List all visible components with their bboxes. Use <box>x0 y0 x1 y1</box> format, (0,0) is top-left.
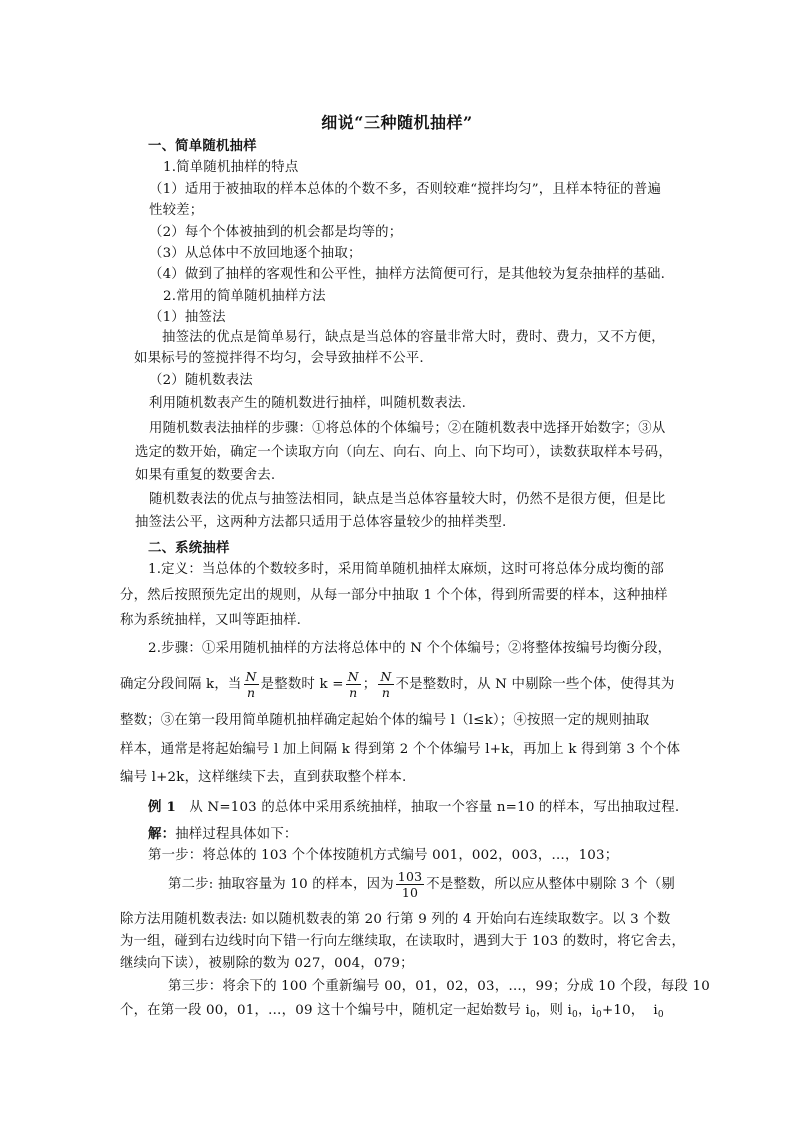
paragraph-line: 第三步：将余下的 100 个重新编号 00，01，02，03，…，99；分成 10 个段，每段 10 <box>168 979 710 994</box>
fraction-numerator: N <box>347 669 359 684</box>
section-heading-systematic-sampling: 二、系统抽样 <box>148 540 230 556</box>
paragraph-line: 第一步：将总体的 103 个个体按随机方式编号 001，002，003，…，103； <box>148 848 619 863</box>
paragraph-line: 继续向下读），被剔除的数为 027，004，079； <box>120 956 414 971</box>
fraction-103-over-10 <box>396 869 424 900</box>
fraction-denominator: 10 <box>401 885 419 900</box>
example-text: 从 N=103 的总体中采用系统抽样，抽取一个容量 n=10 的样本，写出抽取过程. <box>189 800 680 815</box>
paragraph-line: 为一组，碰到右边线时向下错一行向左继续取，在读取时，遇到大于 103 的数时，将它舍去， <box>120 934 686 949</box>
formula-text: 不是整数时，从 N 中剔除一些个体，使得其为 <box>395 677 675 692</box>
subscript-zero: 0 <box>596 1010 602 1020</box>
fraction-numerator: N <box>380 669 392 684</box>
paragraph-line: 如果有重复的数要舍去. <box>135 468 276 483</box>
subscript-zero: 0 <box>572 1010 578 1020</box>
example-line <box>148 797 679 818</box>
fraction-numerator: 103 <box>397 869 423 884</box>
paragraph-line: 称为系统抽样，又叫等距抽样. <box>120 613 302 628</box>
formula-text: 不是整数，所以应从整体中剔除 3 个（剔 <box>426 877 675 892</box>
paragraph-line: （1）适用于被抽取的样本总体的个数不多，否则较难“搅拌均匀”，且样本特征的普遍 <box>149 182 662 197</box>
paragraph-line: 用随机数表法抽样的步骤：①将总体的个体编号；②在随机数表中选择开始数字；③从 <box>149 421 666 436</box>
paragraph-line: （3）从总体中不放回地逐个抽取； <box>149 246 362 261</box>
method-heading-lottery: （1）抽签法 <box>149 310 226 325</box>
formula-text: 第二步: 抽取容量为 10 的样本，因为 <box>168 877 394 892</box>
paragraph-line: 编号 l+2k，这样继续下去，直到获取整个样本. <box>120 770 407 785</box>
paragraph-line <box>120 1001 664 1025</box>
solution-label: 解： <box>148 826 176 842</box>
method-heading-random-table: （2）随机数表法 <box>149 373 253 388</box>
paragraph-line: 1.定义：当总体的个数较多时，采用简单随机抽样太麻烦，这时可将总体分成均衡的部 <box>148 562 665 577</box>
paragraph-line: 样本，通常是将起始编号 l 加上间隔 k 得到第 2 个个体编号 l+k，再加上 k 得到第 3 个个体 <box>120 742 681 757</box>
solution-text: 抽样过程具体如下： <box>175 827 298 842</box>
formula-text: 确定分段间隔 k，当 <box>120 677 242 692</box>
fraction-denominator: n <box>381 685 391 700</box>
paragraph-line: 抽签法公平，这两种方法都只适用于总体容量较少的抽样类型. <box>135 515 507 530</box>
paragraph-line: 性较差； <box>149 203 204 218</box>
paragraph-line: 选定的数开始，确定一个读取方向（向左、向右、向上、向下均可），读数获取样本号码， <box>135 445 672 460</box>
formula-text: 是整数时 k = <box>260 677 344 692</box>
formula-text: ； <box>362 677 377 692</box>
section-heading-simple-random-sampling: 一、简单随机抽样 <box>148 138 257 154</box>
paragraph-line: 整数；③在第一段用简单随机抽样确定起始个体的编号 l（l≤k）；④按照一定的规则抽取 <box>120 713 650 728</box>
formula-line <box>120 668 675 702</box>
subheading-features: 1.简单随机抽样的特点 <box>163 160 299 175</box>
formula-text: i <box>653 1003 658 1018</box>
subscript-zero: 0 <box>657 1010 664 1020</box>
formula-text: +10， <box>601 1003 645 1018</box>
document-title: 细说“三种随机抽样” <box>321 113 473 132</box>
paragraph-line: 除方法用随机数表法: 如以随机数表的第 20 行第 9 列的 4 开始向右连续取数字。以 3 个数 <box>120 912 671 927</box>
fraction-n-over-n <box>244 669 259 700</box>
paragraph-line: （4）做到了抽样的客观性和公平性，抽样方法简便可行，是其他较为复杂抽样的基础. <box>149 267 666 282</box>
fraction-numerator: N <box>245 669 257 684</box>
paragraph-line: 分，然后按照预先定出的规则，从每一部分中抽取 1 个个体，得到所需要的样本，这种抽样 <box>120 588 668 603</box>
example-label: 例 1 <box>148 799 176 815</box>
fraction-denominator: n <box>349 685 358 700</box>
fraction-denominator: n <box>246 685 256 700</box>
subscript-zero: 0 <box>529 1010 536 1020</box>
paragraph-line: 如果标号的签搅拌得不均匀，会导致抽样不公平. <box>134 351 424 366</box>
paragraph-line: （2）每个个体被抽到的机会都是均等的； <box>149 225 403 240</box>
subheading-methods: 2.常用的简单随机抽样方法 <box>163 289 326 304</box>
paragraph-line: 抽签法的优点是简单易行，缺点是当总体的容量非常大时，费时、费力，又不方便， <box>162 330 665 345</box>
paragraph-line: 随机数表法的优点与抽签法相同，缺点是当总体容量较大时，仍然不是很方便，但是比 <box>149 492 666 507</box>
fraction-n-over-n <box>378 669 393 700</box>
formula-text: 个，在第一段 00，01，…，09 这十个编号中，随机定一起始数号 i <box>120 1003 530 1018</box>
formula-text: ，i <box>577 1003 597 1018</box>
solution-line <box>148 824 298 845</box>
fraction-n-over-n <box>346 669 361 700</box>
paragraph-line: 2.步骤：①采用随机抽样的方法将总体中的 N 个个体编号；②将整体按编号均衡分段， <box>148 641 672 656</box>
formula-text: ，则 i <box>535 1003 572 1018</box>
formula-line <box>168 868 675 902</box>
paragraph-line: 利用随机数表产生的随机数进行抽样，叫随机数表法. <box>149 396 467 411</box>
